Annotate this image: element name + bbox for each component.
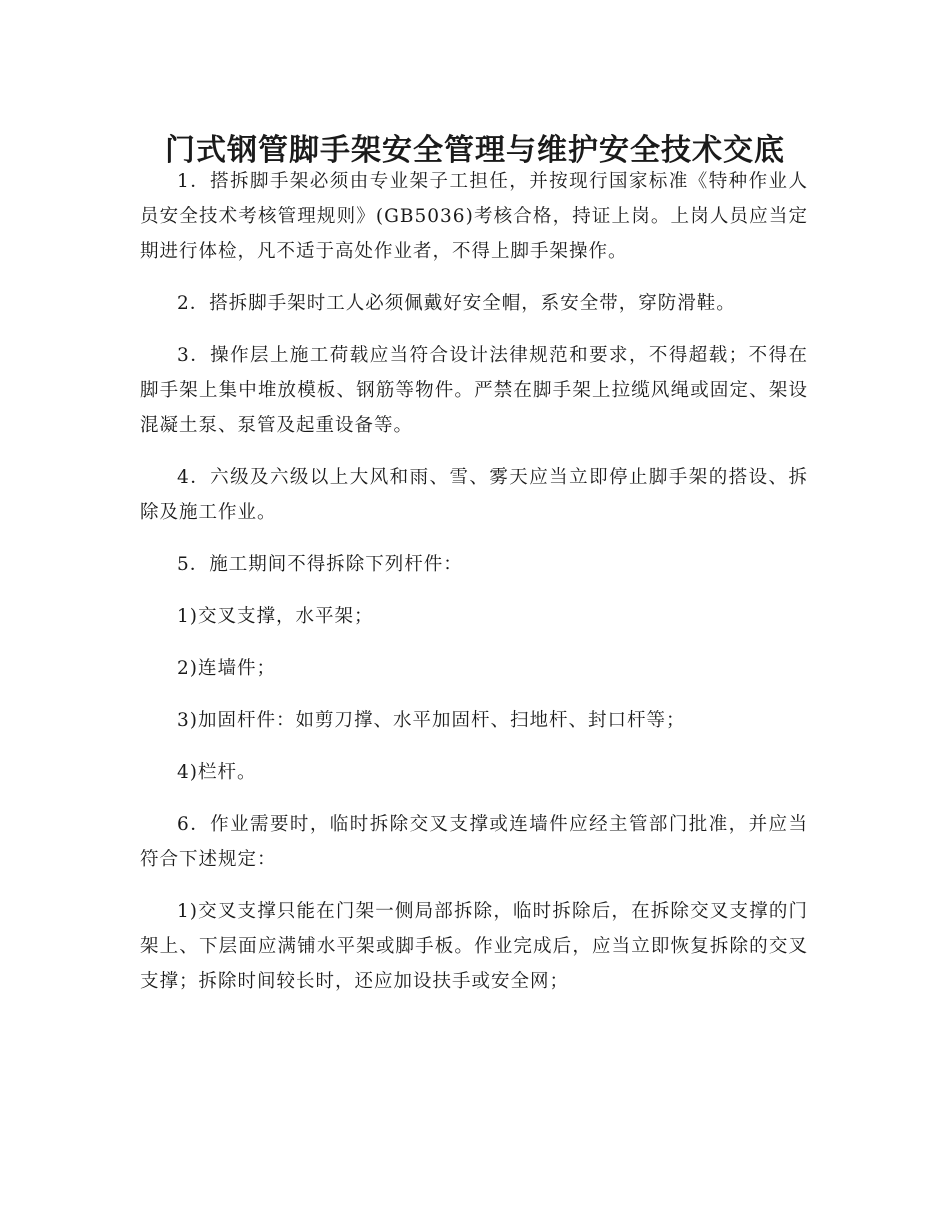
paragraph-2: 2．搭拆脚手架时工人必须佩戴好安全帽，系安全带，穿防滑鞋。 — [177, 293, 736, 314]
document-body — [140, 164, 808, 1016]
list-item-1: 1)交叉支撑，水平架； — [177, 606, 374, 627]
paragraph-5: 5．施工期间不得拆除下列杆件： — [177, 554, 463, 575]
sub-item-1: 1)交叉支撑只能在门架一侧局部拆除，临时拆除后，在拆除交叉支撑的门架上、下层面应满铺水平架或脚手板。作业完成后，应当立即恢复拆除的交叉支撑；拆除时间较长时，还应加设扶手或安全网； — [140, 901, 808, 992]
paragraph-4: 4．六级及六级以上大风和雨、雪、雾天应当立即停止脚手架的搭设、拆除及施工作业。 — [140, 467, 808, 523]
list-item-4: 4)栏杆。 — [177, 762, 257, 783]
paragraph-1: 1．搭拆脚手架必须由专业架子工担任，并按现行国家标准《特种作业人员安全技术考核管理规则》(GB5036)考核合格，持证上岗。上岗人员应当定期进行体检，凡不适于高处作业者，不得上脚手架操作。 — [140, 171, 808, 262]
document-title: 门式钢管脚手架安全管理与维护安全技术交底 — [165, 133, 785, 169]
paragraph-3: 3．操作层上施工荷载应当符合设计法律规范和要求，不得超载；不得在脚手架上集中堆放模板、钢筋等物件。严禁在脚手架上拉缆风绳或固定、架设混凝土泵、泵管及起重设备等。 — [140, 345, 808, 436]
list-item-2: 2)连墙件； — [177, 658, 276, 679]
paragraph-6: 6．作业需要时，临时拆除交叉支撑或连墙件应经主管部门批准，并应当符合下述规定： — [140, 814, 808, 870]
list-item-3: 3)加固杆件：如剪刀撑、水平加固杆、扫地杆、封口杆等； — [177, 710, 686, 731]
